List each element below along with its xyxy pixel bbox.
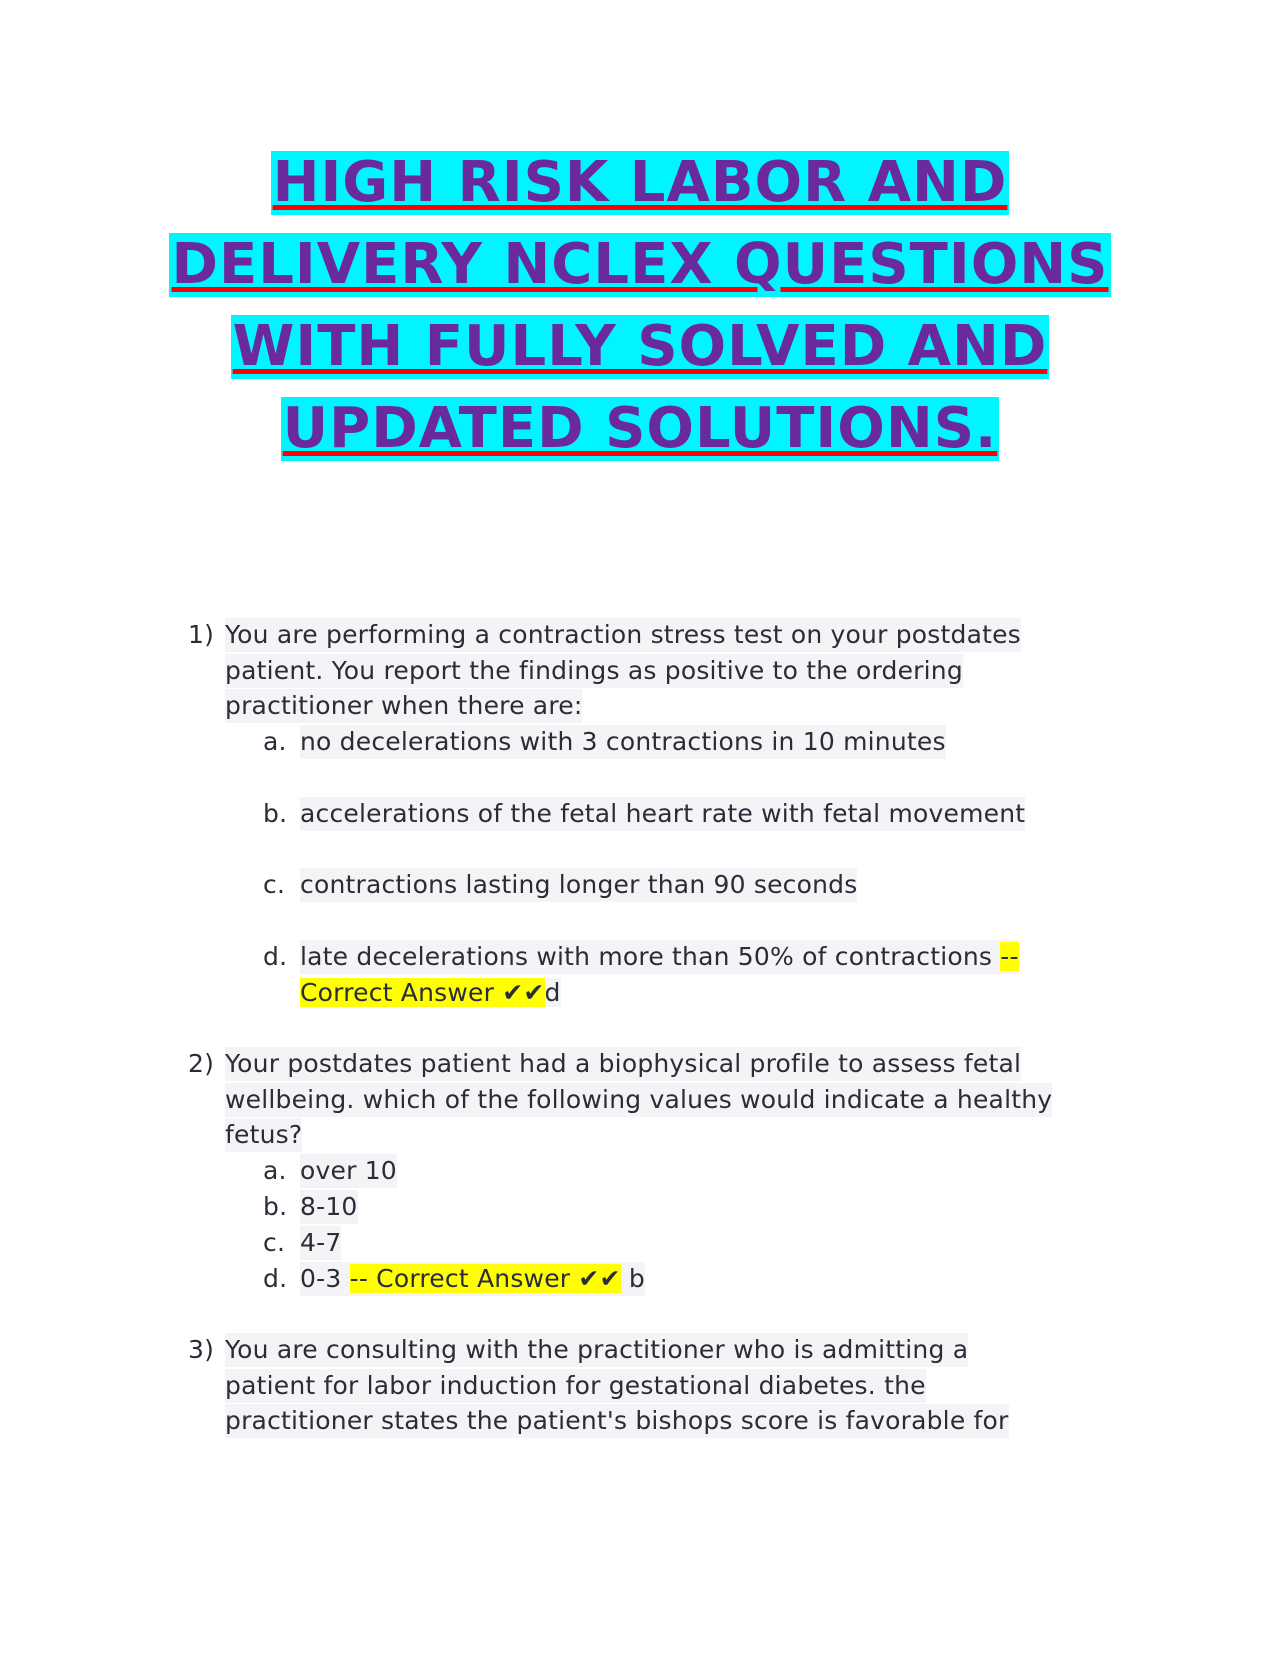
title-line: UPDATED SOLUTIONS. xyxy=(282,396,998,461)
title-line: WITH FULLY SOLVED AND xyxy=(232,314,1048,379)
correct-answer-value: d xyxy=(544,978,561,1007)
correct-answer-label: Correct Answer ✔✔ xyxy=(300,978,545,1007)
title-line: DELIVERY NCLEX QUESTIONS xyxy=(171,232,1109,297)
title-line: HIGH RISK LABOR AND xyxy=(272,150,1008,215)
correct-answer-value: b xyxy=(628,1264,645,1293)
question-number: 1) xyxy=(188,620,215,649)
document-page: HIGH RISK LABOR AND DELIVERY NCLEX QUESTIONS WITH FULLY SOLVED AND UPDATED SOLUTIONS. 1) You are performing a contraction stress test on your postdates patient. You report the findings as positive to the ordering practitioner when there are: a. no decelerations with 3 contractions in 10 minutes b. accelerations of the fetal heart rate with fetal movement c. contractions lasting longer than 90 seconds d. late decelerations with more than 50% of contractions -- Correct Answer ✔✔d 2) Your postdates patient had a biophysical profile to assess fetal wellbeing. which of the following values would indicate a healthy fetus? a. over 10 b. 8-10 c. 4-7 d. 0-3 -- Correct Answer ✔✔ b 3) You are consulting with the practitioner who is admitting a patient for labor induction for gestational diabetes. the practitioner states the patient's bishops score is favorable for xyxy=(0,0,1280,1656)
document-title xyxy=(0,142,1280,470)
question-number: 2) xyxy=(188,1049,215,1078)
correct-answer-marker: -- xyxy=(1000,942,1019,971)
question-number: 3) xyxy=(188,1335,215,1364)
correct-answer-label: -- Correct Answer ✔✔ xyxy=(349,1264,621,1293)
